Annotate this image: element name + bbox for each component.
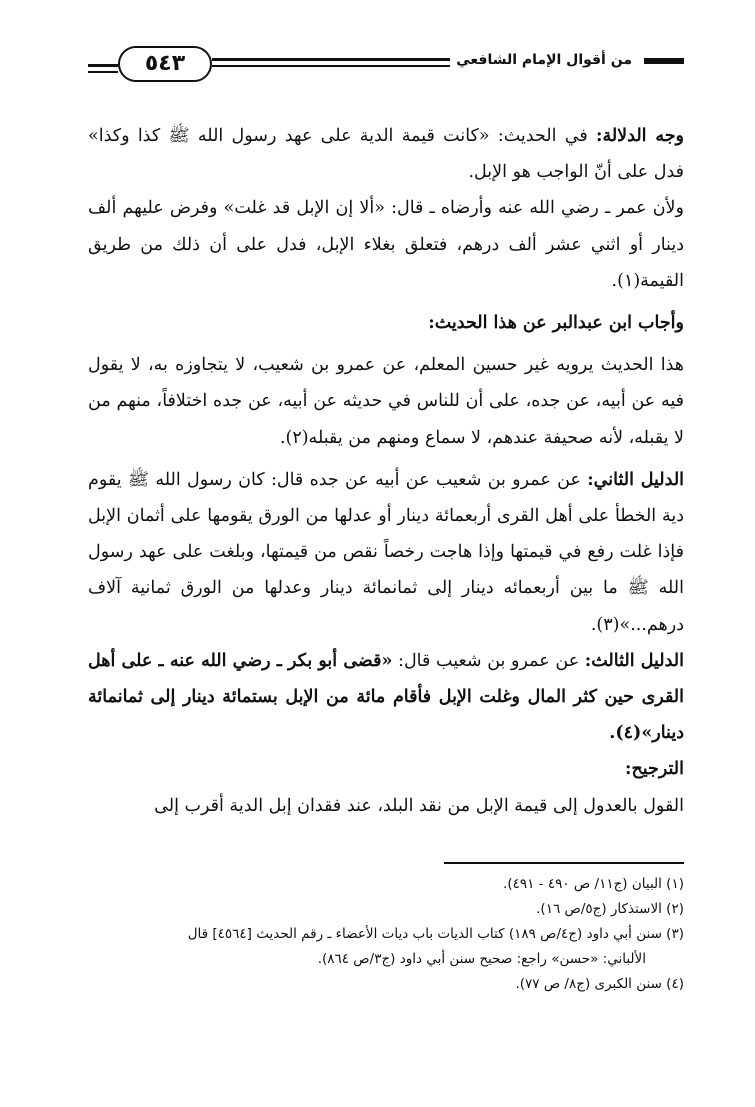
header-rule-left-thin bbox=[88, 71, 118, 73]
text-second-evidence: عن عمرو بن شعيب عن أبيه عن جده قال: كان رسول الله ﷺ يقوم دية الخطأ على أهل القرى أربعمائة دينار أو عدلها من الورق يقومها على أثمان الإبل فإذا غلت رفع في قيمتها وإذا هاجت رخصاً نقص من قيمتها، وبلغت على عهد رسول الله ﷺ ما بين أربعمائه دينار إلى ثمانمائة دينار وعدلها من الورق ثمانية آلاف درهم...»(٣). bbox=[88, 469, 684, 635]
paragraph-second-evidence bbox=[88, 462, 684, 643]
footnote-2: (٢) الاستذكار (ج٥/ص ١٦). bbox=[536, 901, 684, 917]
paragraph-evidence-point bbox=[88, 118, 684, 190]
footnote-divider bbox=[444, 862, 684, 864]
heading-tarjih: الترجيح: bbox=[625, 759, 684, 780]
paragraph-umar: ولأن عمر ـ رضي الله عنه وأرضاه ـ قال: «ألا إن الإبل قد غلت» وفرض عليهم ألف دينار أو اثني عشر ألف درهم، فتعلق بغلاء الإبل، فدل على أن ذلك من طريق القيمة(١). bbox=[88, 198, 684, 291]
paragraph-third-evidence bbox=[88, 643, 684, 752]
page-number: ٥٤٣ bbox=[118, 46, 212, 82]
text-evidence-point: في الحديث: «كانت قيمة الدية على عهد رسول الله ﷺ كذا وكذا» فدل على أنّ الواجب هو الإبل. bbox=[88, 126, 684, 183]
text-third-evidence: عن عمرو بن شعيب قال: bbox=[392, 650, 585, 671]
header-bar-right bbox=[644, 58, 684, 64]
paragraph-tarjih: القول بالعدول إلى قيمة الإبل من نقد البلد، عند فقدان إبل الدية أقرب إلى bbox=[154, 795, 684, 816]
label-third-evidence: الدليل الثالث: bbox=[584, 650, 684, 671]
page-header bbox=[88, 44, 684, 84]
header-rule-left bbox=[88, 64, 118, 67]
heading-ibn-abdulbarr: وأجاب ابن عبدالبر عن هذا الحديث: bbox=[428, 313, 684, 334]
footnote-3: (٣) سنن أبي داود (ج٤/ص ١٨٩) كتاب الديات باب ديات الأعضاء ـ رقم الحديث [٤٥٦٤] قال bbox=[187, 926, 684, 942]
quote-third-evidence: «قضى أبو بكر ـ رضي الله عنه ـ على أهل القرى حين كثر المال وغلت الإبل فأقام مائة من الإبل بستمائة دينار إلى ثمانمائة دينار»(٤). bbox=[88, 650, 684, 744]
footnote-1: (١) البيان (ج١١/ ص ٤٩٠ - ٤٩١). bbox=[503, 876, 684, 892]
book-title: من أقوال الإمام الشافعي bbox=[450, 52, 638, 68]
label-second-evidence: الدليل الثاني: bbox=[587, 469, 685, 490]
page-body bbox=[88, 118, 684, 824]
footnote-4: (٤) سنن الكبرى (ج٨/ ص ٧٧). bbox=[515, 976, 684, 992]
paragraph-ibn-abdulbarr-answer: هذا الحديث يرويه غير حسين المعلم، عن عمرو بن شعيب، لا يتجاوزه به، لا يقول فيه عن أبيه، عن جده، على أن للناس في حديثه عن أبيه، عن جده اختلافاً، منهم من لا يقبله، لأنه صحيفة عندهم، لا سماع ومنهم من يقبله(٢). bbox=[88, 355, 684, 448]
footnotes bbox=[78, 872, 684, 997]
footnote-3-continuation: الألباني: «حسن» راجع: صحيح سنن أبي داود (ج٣/ص ٨٦٤). bbox=[317, 951, 646, 967]
label-evidence-point: وجه الدلالة: bbox=[596, 126, 684, 146]
